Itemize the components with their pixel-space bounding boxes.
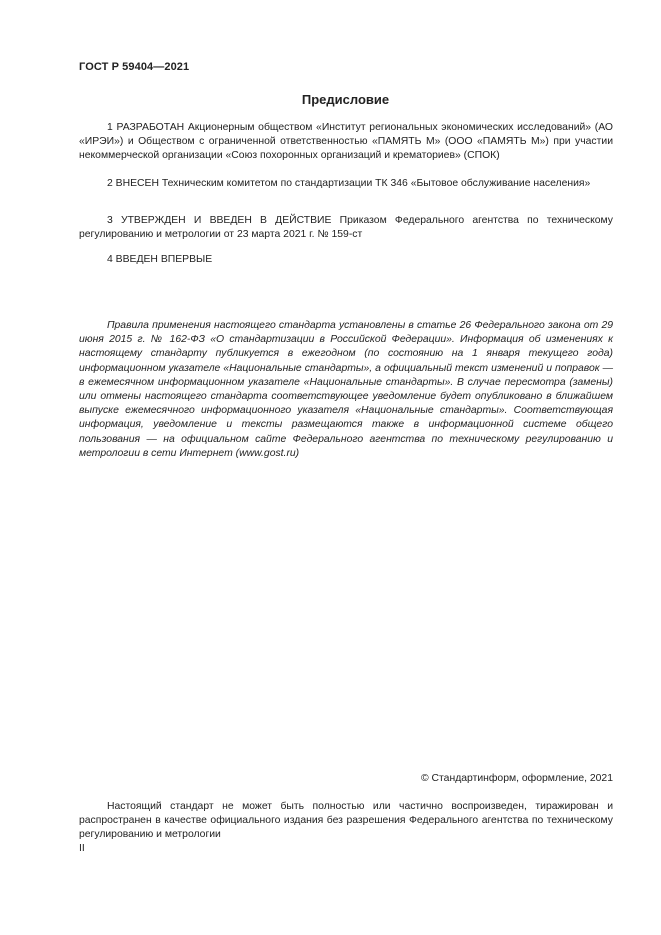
paragraph-application-rules: Правила применения настоящего стандарта установлены в статье 26 Федерального закона от 29 июня 2015 г. № 162-ФЗ «О стандартизации в Российской Федерации». Информация об изменениях к настоящему стандарту публикуется в ежегодном (по состоянию на 1 января текущего года) информационном указателе «Национальные стандарты», а официальный текст изменений и поправок — в ежемесячном информационном указателе «Национальные стандарты». В случае пересмотра (замены) или отмены настоящего стандарта соответствующее уведомление будет опубликовано в ближайшем выпуске ежемесячного информационного указателя «Национальные стандарты». Соответствующая информация, уведомление и тексты размещаются также в информационной системе общего пользования — на официальном сайте Федерального агентства по техническому регулированию и метрологии в сети Интернет (www.gost.ru) [79, 320, 613, 459]
paragraph-developed-by: 1 РАЗРАБОТАН Акционерным обществом «Институт региональных экономических исследований» (АО «ИРЭИ») и Обществом с ограниченной ответственностью «ПАМЯТЬ М» (ООО «ПАМЯТЬ М») при участии некоммерческой организации «Союз похоронных организаций и крематориев» (СПОК) [79, 122, 613, 162]
copyright-notice: © Стандартинформ, оформление, 2021 [420, 773, 613, 784]
paragraph-approved: 3 УТВЕРЖДЕН И ВВЕДЕН В ДЕЙСТВИЕ Приказом Федерального агентства по техническому регулированию и метрологии от 23 марта 2021 г. № 159-ст [79, 215, 613, 241]
document-code: ГОСТ Р 59404—2021 [79, 61, 190, 73]
section-title: Предисловие [301, 92, 390, 107]
paragraph-first-introduced: 4 ВВЕДЕН ВПЕРВЫЕ [107, 254, 213, 265]
paragraph-introduced-by: 2 ВНЕСЕН Техническим комитетом по стандартизации ТК 346 «Бытовое обслуживание населения» [107, 178, 591, 189]
page-number: II [79, 843, 85, 854]
paragraph-reproduction-notice: Настоящий стандарт не может быть полностью или частично воспроизведен, тиражирован и распространен в качестве официального издания без разрешения Федерального агентства по техническому регулированию и метрологии [79, 801, 613, 841]
